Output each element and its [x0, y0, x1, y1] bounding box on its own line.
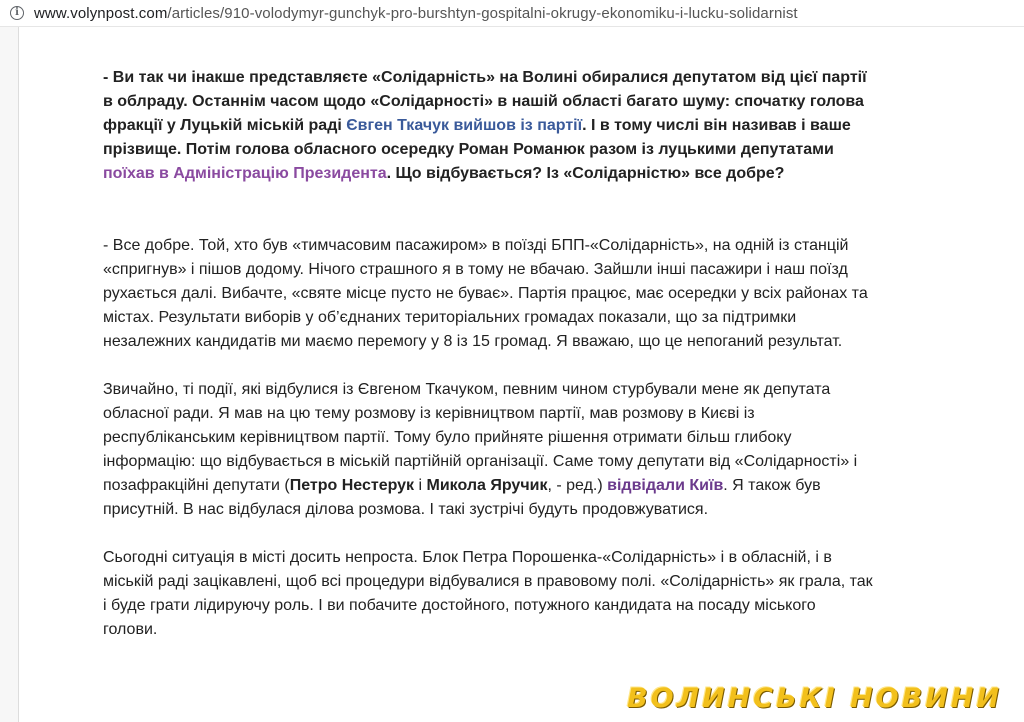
url-path: /articles/910-volodymyr-gunchyk-pro-burshtyn-gospitalni-okrugy-ekonomiku-i-lucku-solidarnist — [167, 4, 798, 22]
link-tkachuk-left-party[interactable]: Євген Ткачук вийшов із партії — [346, 117, 583, 134]
link-presidential-administration[interactable]: поїхав в Адміністрацію Президента — [103, 165, 387, 182]
link-visited-kyiv[interactable]: відвідали Київ — [607, 477, 724, 494]
answer2-text-2: , - ред.) — [547, 477, 608, 494]
answer-paragraph-3: Сьогодні ситуація в місті досить непроста. Блок Петра Порошенка-«Солідарність» і в обласній, і в міській раді зацікавлені, щоб всі процедури відбувалися в правовому полі. «Солідарність» як грала, так і буде грати лідируючу роль. І ви побачите достойного, потужного кандидата на посаду міського голови. — [103, 549, 873, 638]
page-left-margin — [0, 27, 19, 722]
name-yaruchyk: Микола Яручик — [426, 477, 548, 494]
info-icon[interactable]: i — [10, 6, 24, 20]
article-body — [103, 66, 873, 642]
volynski-novyny-watermark: ВОЛИНСЬКІ НОВИНИ — [627, 683, 1002, 714]
question-text-3: . Що відбувається? Із «Солідарністю» все добре? — [386, 165, 785, 182]
question-text-1: - Ви так чи інакше представляєте «Солідарність» на Волині обиралися депутатом від цієї партії в облраду. Останнім часом щодо «Солідарності» в нашій області багато шуму: спочатку голова фракції у Луцькій міській раді — [103, 69, 867, 134]
answer2-text-1: Звичайно, ті події, які відбулися із Євгеном Ткачуком, певним чином стурбували мене як депутата обласної ради. Я мав на цю тему розмову із керівництвом партії, мав розмову в Києві із республіканським керівництвом партії. Тому було прийняте рішення отримати більш глибоку інформацію: що відбувається в міській партійній організації. Саме тому депутати від «Солідарності» і позафракційні депутати ( — [103, 381, 858, 494]
name-nesteruk: Петро Нестерук — [289, 477, 415, 494]
address-bar[interactable] — [0, 0, 1024, 27]
answer2-text-3: . Я також був присутній. В нас відбулася ділова розмова. І такі зустрічі будуть продовжуватися. — [103, 477, 821, 518]
answer2-sep: і — [414, 477, 427, 494]
answer-paragraph-1: - Все добре. Той, хто був «тимчасовим пасажиром» в поїзді БПП-«Солідарність», на одній із станцій «спригнув» і пішов додому. Нічого страшного я в тому не вбачаю. Зайшли інші пасажири і наш поїзд рухається далі. Вибачте, «святе місце пусто не буває». Партія працює, має осередки у всіх районах та містах. Результати виборів у об’єднаних територіальних громадах показали, що за підтримки незалежних кандидатів ми маємо перемогу у 8 із 15 громад. Я вважаю, що це непоганий результат. — [103, 237, 868, 350]
url-text[interactable] — [34, 5, 798, 22]
question-text-2: . І в тому числі він називав і ваше прізвище. Потім голова обласного осередку Роман Романюк разом із луцькими депутатами — [103, 117, 851, 158]
interview-question — [103, 66, 873, 186]
url-host: www.volynpost.com — [34, 4, 168, 22]
answer-paragraph-2 — [103, 378, 873, 522]
